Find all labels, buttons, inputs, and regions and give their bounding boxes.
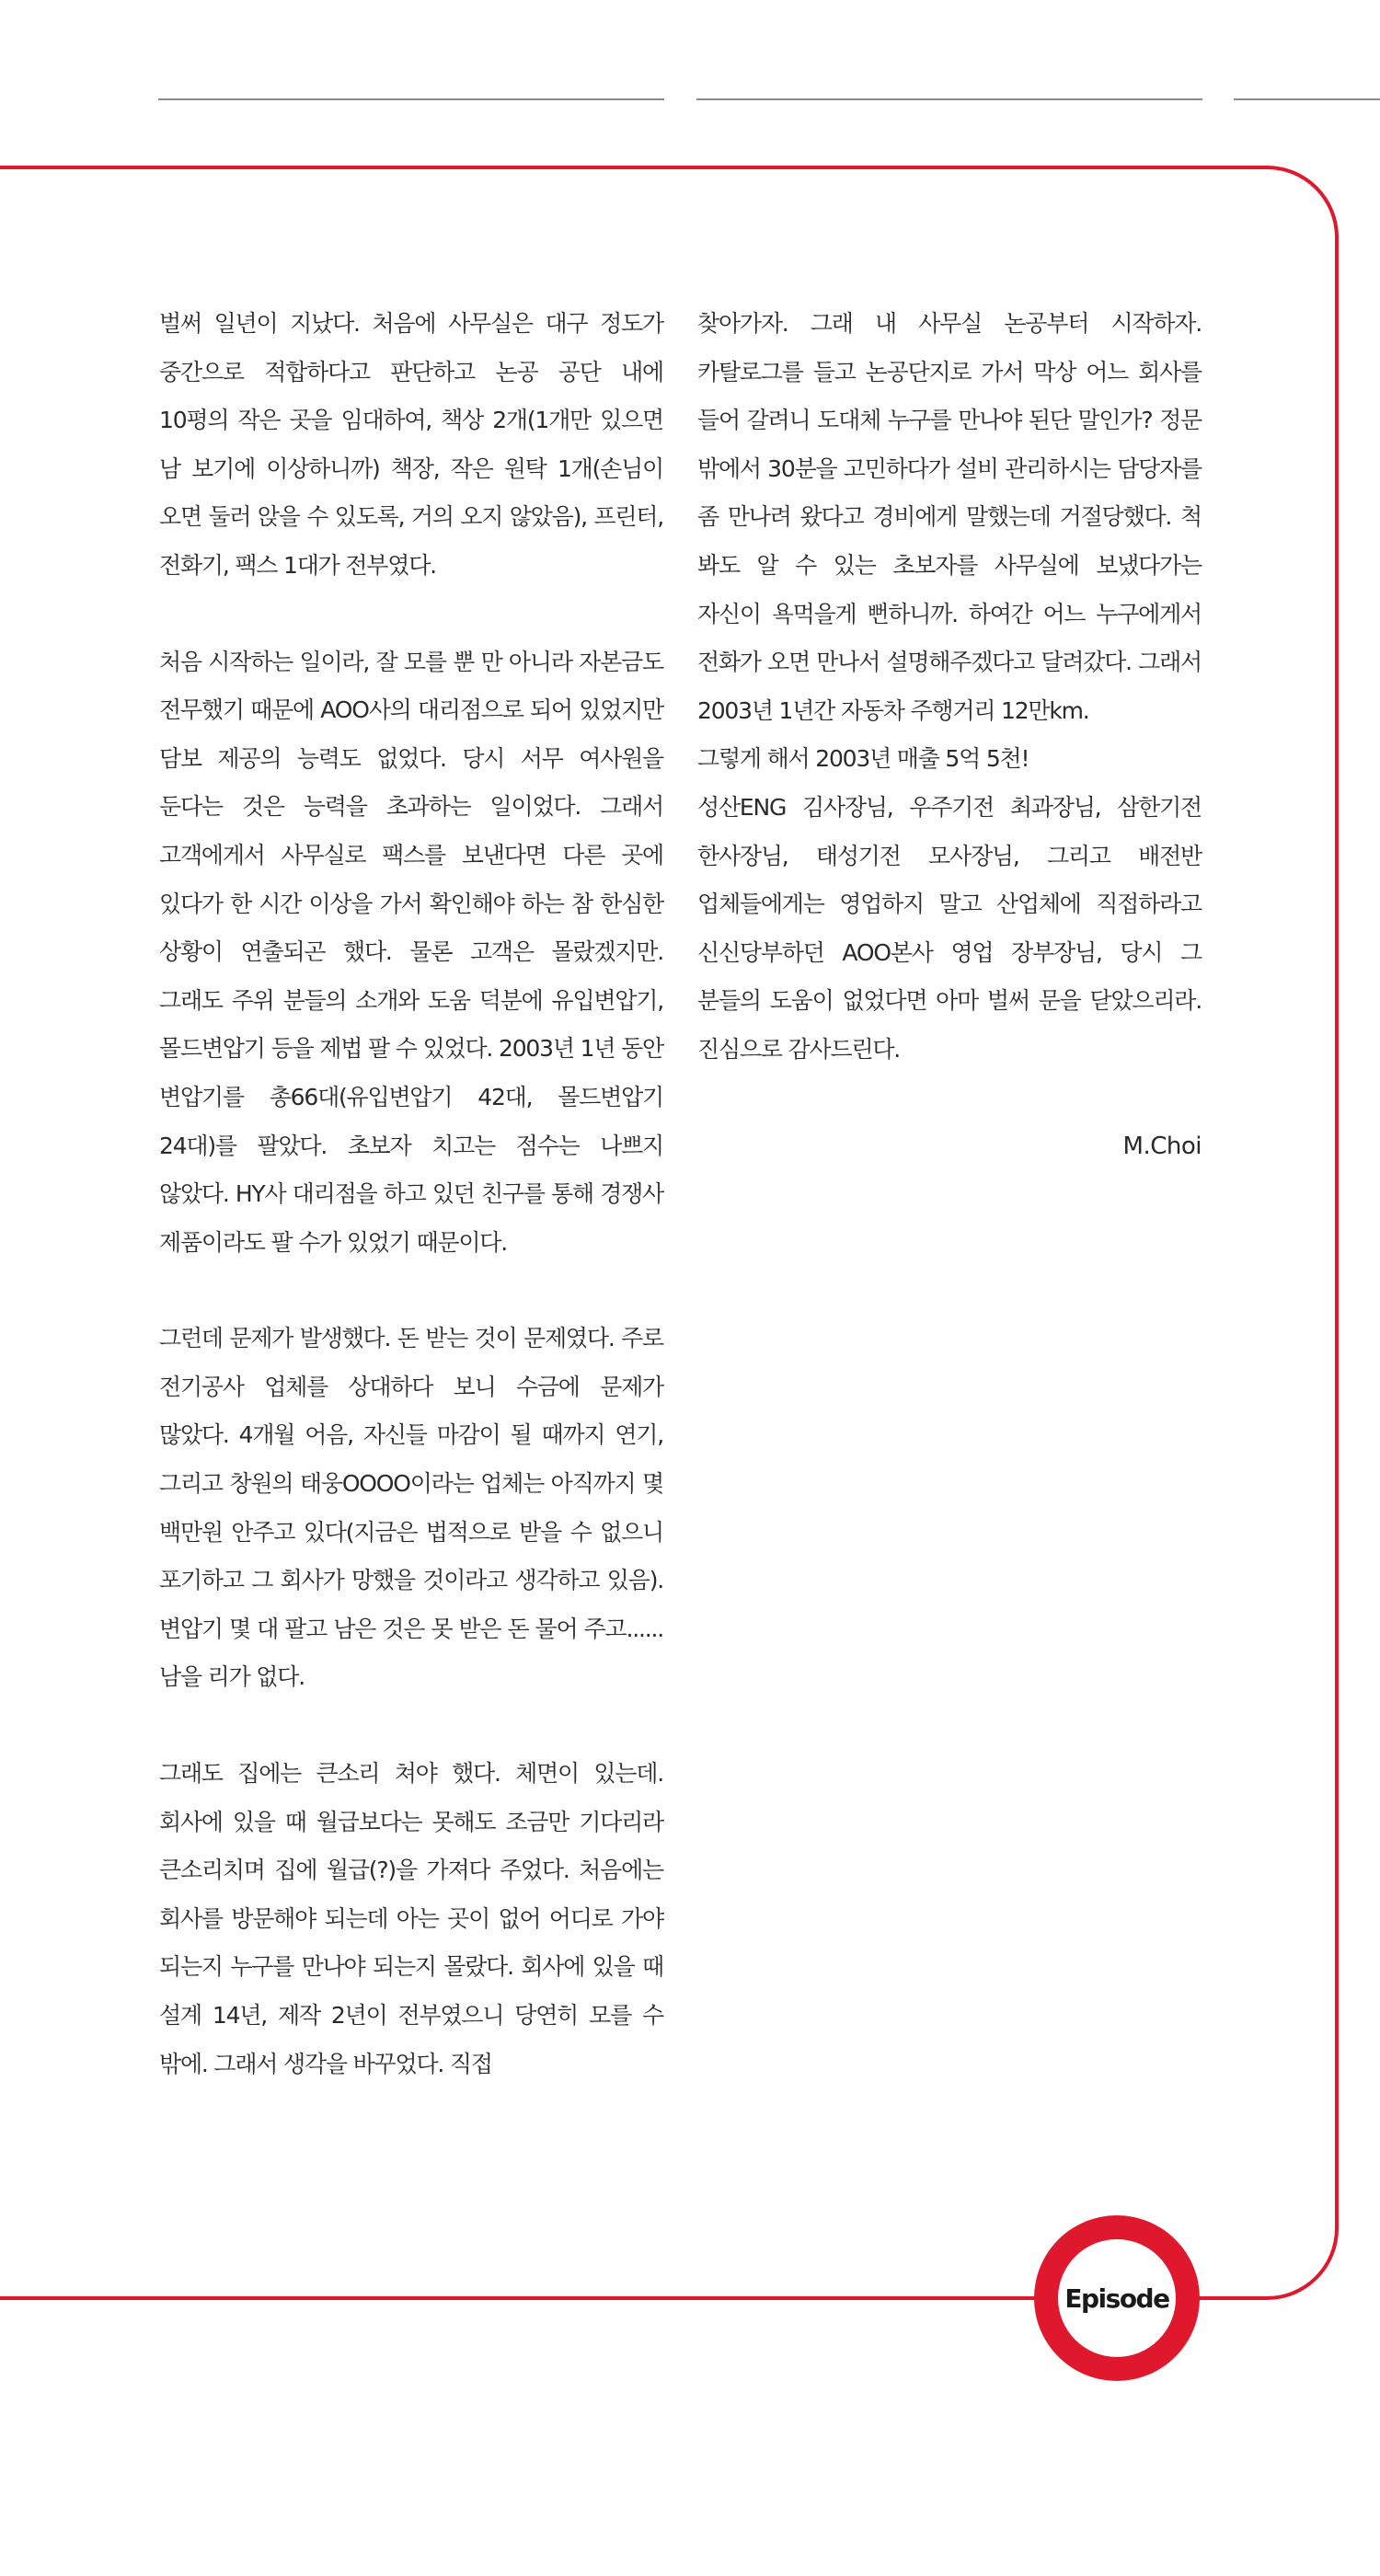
header-rule-right (1234, 98, 1380, 100)
episode-badge (1034, 2215, 1200, 2381)
header-rule-left (158, 98, 664, 100)
paragraph-acknowledgements: 성산ENG 김사장님, 우주기전 최과장님, 삼한기전 한사장님, 태성기전 모사장님, 그리고 배전반 업체들에게는 영업하지 말고 산업체에 직접하라고 신신당부하던 AOO본사 영업 장부장님, 당시 그 분들의 도움이 없었다면 아마 벌써 문을 닫았으리라. 진심으로 감사드린다. (697, 793, 1202, 1063)
paragraph-home-pride: 그래도 집에는 큰소리 쳐야 했다. 체면이 있는데. 회사에 있을 때 월급보다는 못해도 조금만 기다리라 큰소리치며 집에 월급(?)을 가져다 주었다. 처음에는 회사를 방문해야 되는데 아는 곳이 없어 어디로 가야 되는지 누구를 만나야 되는지 몰랐다. 회사에 있을 때 설계 14년, 제작 2년이 전부였으니 당연히 모를 수 밖에. 그래서 생각을 바꾸었다. 직접 (159, 1760, 663, 2077)
header-rule-middle (696, 98, 1202, 100)
article-column-right (697, 300, 1202, 1170)
episode-badge-inner (1058, 2239, 1176, 2357)
article-column-left (159, 300, 663, 2088)
paragraph-visiting-companies: 찾아가자. 그래 내 사무실 논공부터 시작하자. 카탈로그를 들고 논공단지로 가서 막상 어느 회사를 들어 갈려니 도대체 누구를 만나야 된단 말인가? 정문 밖에서 30분을 고민하다가 설비 관리하시는 담당자를 좀 만나려 왔다고 경비에게 말했는데 거절당했다. 척 봐도 알 수 있는 초보자를 사무실에 보냈다가는 자신이 욕먹을게 뻔하니까. 하여간 어느 누구에게서 전화가 오면 만나서 설명해주겠다고 달려갔다. 그래서 2003년 1년간 자동차 주행거리 12만km. (697, 310, 1202, 724)
paragraph-sales-result: 그렇게 해서 2003년 매출 5억 5천! (697, 745, 1029, 773)
author-signature: M.Choi (1122, 1132, 1202, 1160)
paragraph-collection-problem: 그런데 문제가 발생했다. 돈 받는 것이 문제였다. 주로 전기공사 업체를 상대하다 보니 수금에 문제가 많았다. 4개월 어음, 자신들 마감이 될 때까지 연기, 그리고 창원의 태웅OOOO이라는 업체는 아직까지 몇 백만원 안주고 있다(지금은 법적으로 받을 수 없으니 포기하고 그 회사가 망했을 것이라고 생각하고 있음). 변압기 몇 대 팔고 남은 것은 못 받은 돈 물어 주고......남을 리가 없다. (159, 1325, 663, 1691)
episode-badge-label: Episode (1064, 2283, 1169, 2314)
paragraph-early-sales: 처음 시작하는 일이라, 잘 모를 뿐 만 아니라 자본금도 전무했기 때문에 AOO사의 대리점으로 되어 있었지만 담보 제공의 능력도 없었다. 당시 서무 여사원을 둔다는 것은 능력을 초과하는 일이었다. 그래서 고객에게서 사무실로 팩스를 보낸다면 다른 곳에 있다가 한 시간 이상을 가서 확인해야 하는 참 한심한 상황이 연출되곤 했다. 물론 고객은 몰랐겠지만. 그래도 주위 분들의 소개와 도움 덕분에 유입변압기, 몰드변압기 등을 제법 팔 수 있었다. 2003년 1년 동안 변압기를 총66대(유입변압기 42대, 몰드변압기 24대)를 팔았다. 초보자 치고는 점수는 나쁘지 않았다. HY사 대리점을 하고 있던 친구를 통해 경쟁사 제품이라도 팔 수가 있었기 때문이다. (159, 648, 663, 1256)
paragraph-office-setup: 벌써 일년이 지났다. 처음에 사무실은 대구 정도가 중간으로 적합하다고 판단하고 논공 공단 내에 10평의 작은 곳을 임대하여, 책상 2개(1개만 있으면 남 보기에 이상하니까) 책장, 작은 원탁 1개(손님이 오면 둘러 앉을 수 있도록, 거의 오지 않았음), 프린터, 전화기, 팩스 1대가 전부였다. (159, 310, 663, 579)
